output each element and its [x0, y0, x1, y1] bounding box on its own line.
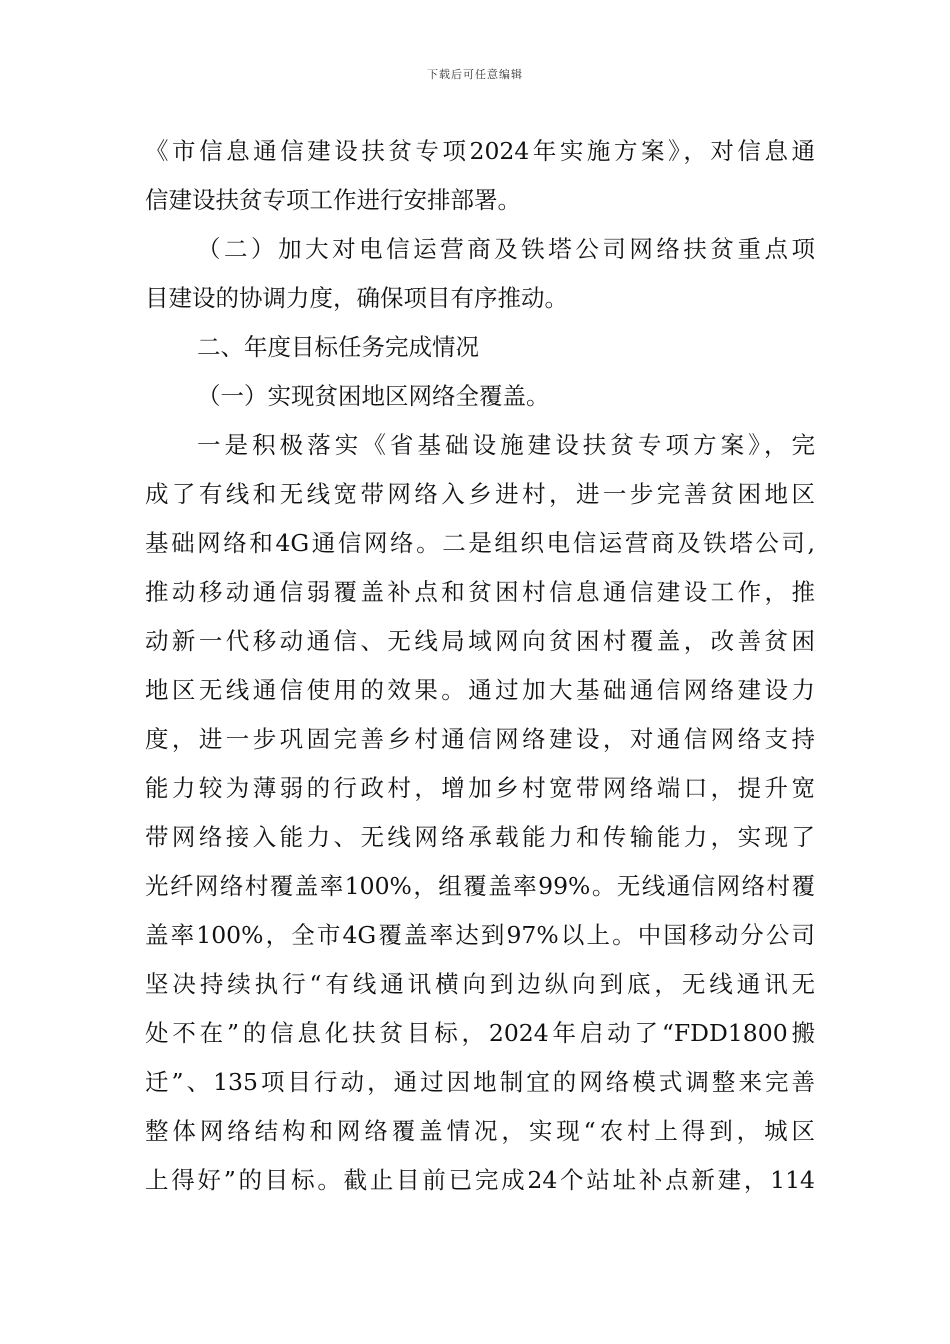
- text-line: 度，进一步巩固完善乡村通信网络建设，对通信网络支持: [145, 725, 815, 753]
- text-line: 一是积极落实《省基础设施建设扶贫专项方案》，完: [197, 431, 815, 459]
- text-line: 目建设的协调力度，确保项目有序推动。: [145, 284, 568, 312]
- text-line: 光纤网络村覆盖率100%，组覆盖率99%。无线通信网络村覆: [145, 872, 815, 900]
- document-body: [145, 127, 815, 1205]
- text-line: 信建设扶贫专项工作进行安排部署。: [145, 186, 521, 214]
- text-line: 地区无线通信使用的效果。通过加大基础通信网络建设力: [145, 676, 815, 704]
- text-line: 动新一代移动通信、无线局域网向贫困村覆盖，改善贫困: [145, 627, 815, 655]
- text-line: 成了有线和无线宽带网络入乡进村，进一步完善贫困地区: [145, 480, 815, 508]
- text-line: 推动移动通信弱覆盖补点和贫困村信息通信建设工作，推: [145, 578, 815, 606]
- text-line: 整体网络结构和网络覆盖情况，实现“农村上得到，城区: [145, 1117, 815, 1145]
- text-line: 带网络接入能力、无线网络承载能力和传输能力，实现了: [145, 823, 815, 851]
- text-line: 《市信息通信建设扶贫专项2024年实施方案》，对信息通: [145, 137, 815, 165]
- text-line: 坚决持续执行“有线通讯横向到边纵向到底，无线通讯无: [145, 970, 815, 998]
- subsection-heading: （一）实现贫困地区网络全覆盖。: [197, 382, 550, 410]
- section-heading: 二、年度目标任务完成情况: [197, 333, 479, 361]
- text-line: 上得好”的目标。截止目前已完成24个站址补点新建，114: [145, 1166, 815, 1194]
- text-line: 盖率100%，全市4G覆盖率达到97%以上。中国移动分公司: [145, 921, 815, 949]
- text-line: （二）加大对电信运营商及铁塔公司网络扶贫重点项: [197, 235, 815, 263]
- page-header: 下载后可任意编辑: [427, 68, 523, 81]
- text-line: 基础网络和4G通信网络。二是组织电信运营商及铁塔公司,: [145, 529, 815, 557]
- text-line: 处不在”的信息化扶贫目标，2024年启动了“FDD1800搬: [145, 1019, 815, 1047]
- text-line: 迁”、135项目行动，通过因地制宜的网络模式调整来完善: [145, 1068, 815, 1096]
- text-line: 能力较为薄弱的行政村，增加乡村宽带网络端口，提升宽: [145, 774, 815, 802]
